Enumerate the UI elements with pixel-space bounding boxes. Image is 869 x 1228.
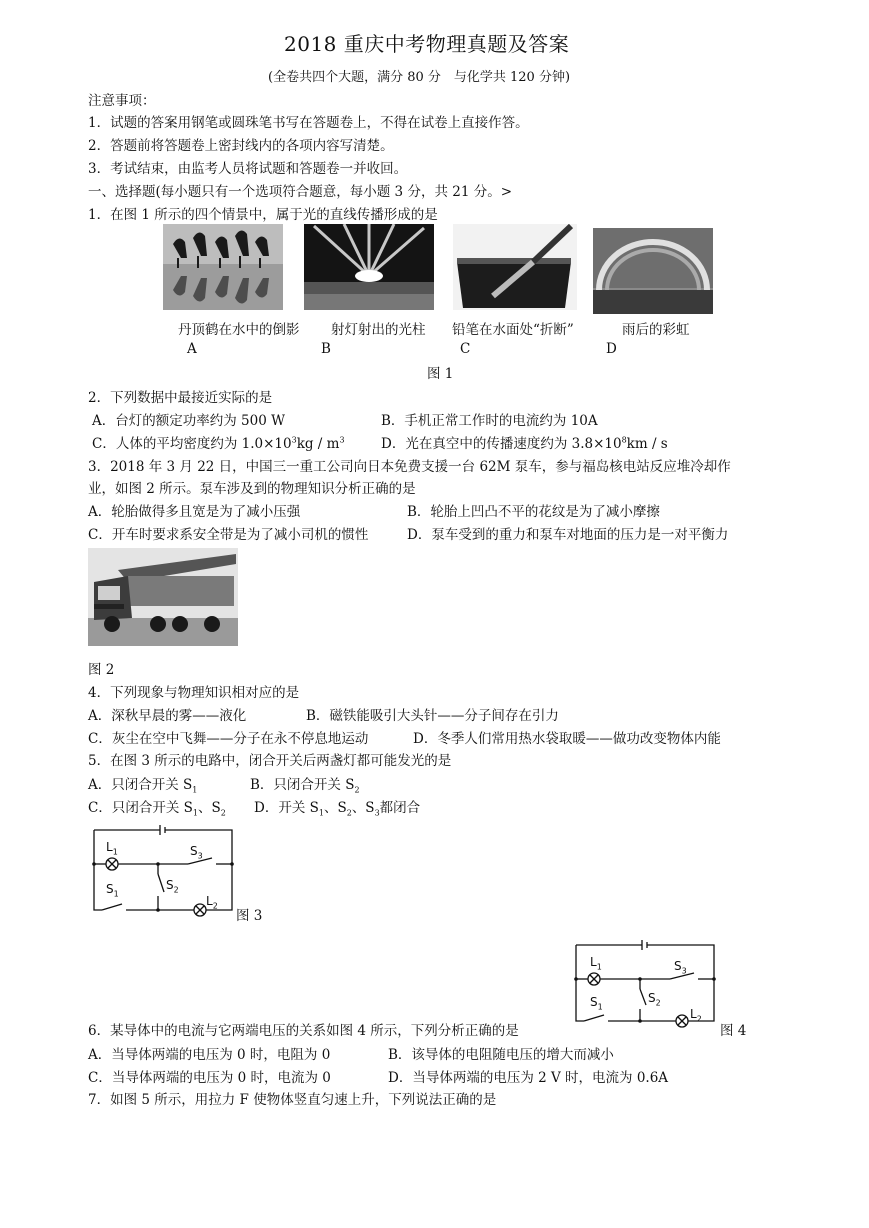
label-s2: $S_2$ [166,878,179,895]
option-a: A．轮胎做得多且宽是为了减小压强 [88,504,301,520]
option-c: C．人体的平均密度约为 $1.0\times 10^3kg / m^3$ [92,435,345,452]
note-item: 1．试题的答案用钢笔或圆珠笔书写在答题卷上，不得在试卷上直接作答。 [88,115,529,131]
label-l1: $L_1$ [106,840,118,857]
question-1-stem: 1．在图 1 所示的四个情景中，属于光的直线传播形成的是 [88,207,438,223]
pump-truck-photo [88,548,238,646]
figure-label: 图 2 [88,662,115,678]
label-s2: $S_2$ [648,991,661,1008]
option-d: D．当导体两端的电压为 2 V 时，电流为 0.6A [388,1070,669,1086]
question-2-stem: 2．下列数据中最接近实际的是 [88,390,273,406]
notes-heading: 注意事项： [88,93,156,109]
option-letter: B [321,341,331,357]
question-4-stem: 4．下列现象与物理知识相对应的是 [88,685,300,701]
label-s3: $S_3$ [674,959,687,976]
option-d: D．开关 $S_1$、$S_2$、$S_3$都闭合 [254,800,421,818]
label-s1: $S_1$ [106,882,119,899]
circuit-diagram-fig4 [570,937,720,1033]
option-c: C．当导体两端的电压为 0 时，电流为 0 [88,1070,331,1086]
label-l1: $L_1$ [590,955,602,972]
figure-label: 图 1 [427,366,454,382]
option-c: C．只闭合开关 $S_1$、$S_2$ [88,800,226,818]
option-d: D．泵车受到的重力和泵车对地面的压力是一对平衡力 [407,527,729,543]
option-a: A．深秋早晨的雾——液化 [88,708,247,724]
figure-caption: 射灯射出的光柱 [331,322,426,338]
option-b: B．只闭合开关 $S_2$ [250,777,360,795]
option-letter: C [460,341,471,357]
option-b: B．手机正常工作时的电流约为 10A [381,413,598,429]
label-l2: $L_2$ [690,1007,702,1024]
figure-label: 图 4 [720,1023,747,1039]
figure-caption: 铅笔在水面处“折断” [452,322,574,338]
option-b: B．磁铁能吸引大头针——分子间存在引力 [306,708,559,724]
option-letter: A [187,341,197,357]
rainbow-photo [593,228,713,314]
label-s3: $S_3$ [190,844,203,861]
spotlight-beams-photo [304,224,434,310]
label-s1: $S_1$ [590,995,603,1012]
question-3-stem: 业，如图 2 所示。泵车涉及到的物理知识分析正确的是 [88,481,416,497]
option-c: C．灰尘在空中飞舞——分子在永不停息地运动 [88,731,369,747]
page-title: 2018 重庆中考物理真题及答案 [284,32,570,56]
option-c: C．开车时要求系安全带是为了减小司机的惯性 [88,527,369,543]
option-letter: D [606,341,617,357]
question-7-stem: 7．如图 5 所示，用拉力 F 使物体竖直匀速上升，下列说法正确的是 [88,1092,497,1108]
question-6-stem: 6．某导体中的电流与它两端电压的关系如图 4 所示，下列分析正确的是 [88,1023,519,1039]
section-heading: 一、选择题(每小题只有一个选项符合题意，每小题 3 分，共 21 分。> [88,184,513,200]
option-b: B．轮胎上凹凸不平的花纹是为了减小摩擦 [407,504,660,520]
crane-reflection-photo [163,224,283,310]
label-l2: $L_2$ [206,894,218,911]
option-d: D．冬季人们常用热水袋取暖——做功改变物体内能 [413,731,721,747]
option-b: B．该导体的电阻随电压的增大而减小 [388,1047,614,1063]
option-a: A．当导体两端的电压为 0 时，电阻为 0 [88,1047,331,1063]
figure-caption: 雨后的彩虹 [622,322,690,338]
page-subtitle: (全卷共四个大题，满分 80 分 与化学共 120 分钟) [268,70,571,85]
note-item: 2．答题前将答题卷上密封线内的各项内容写清楚。 [88,138,394,154]
pencil-in-water-photo [453,224,577,310]
note-item: 3．考试结束，由监考人员将试题和答题卷一并收回。 [88,161,408,177]
option-a: A．只闭合开关 $S_1$ [88,777,198,795]
question-3-stem: 3．2018 年 3 月 22 日，中国三一重工公司向日本免费支援一台 62M 泵车，参与福岛核电站反应堆冷却作 [88,459,731,475]
figure-label: 图 3 [236,908,263,924]
option-a: A．台灯的额定功率约为 500 W [92,413,285,429]
circuit-diagram-fig3 [88,822,238,918]
option-d: D．光在真空中的传播速度约为 $3.8\times 10^8km / s$ [381,435,668,452]
figure-caption: 丹顶鹤在水中的倒影 [178,322,300,338]
question-5-stem: 5．在图 3 所示的电路中，闭合开关后两盏灯都可能发光的是 [88,753,452,769]
